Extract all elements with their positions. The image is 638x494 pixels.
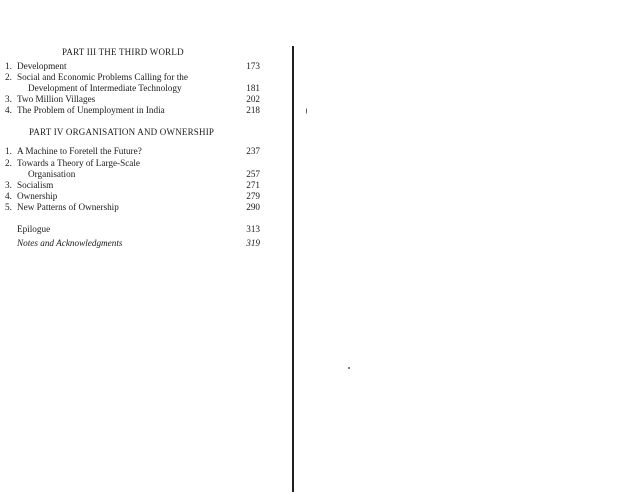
entry-page: 202 [246,94,260,104]
entry-page: 271 [246,180,260,190]
entry-number: 1. [5,61,12,71]
entry-page: 237 [246,146,260,156]
entry-page: 173 [246,61,260,71]
entry-title: Ownership [17,191,58,201]
entry-number: 4. [5,105,12,115]
entry-number: 1. [5,146,12,156]
entry-title: Two Million Villages [17,94,96,104]
entry-number: 5. [5,202,12,212]
scan-speck [348,367,350,369]
scan-speck [306,108,307,114]
entry-number: 3. [5,180,12,190]
entry-number: 4. [5,191,12,201]
entry-title: Notes and Acknowledgments [17,238,123,248]
entry-page: 218 [246,105,260,115]
entry-title: Socialism [17,180,54,190]
entry-page: 290 [246,202,260,212]
entry-page: 279 [246,191,260,201]
part-heading: PART III THE THIRD WORLD [62,47,184,57]
entry-title-continued: Organisation [28,169,76,179]
entry-page: 181 [246,83,260,93]
entry-title: A Machine to Foretell the Future? [17,146,142,156]
page-gutter-line [292,46,294,492]
part-heading: PART IV ORGANISATION AND OWNERSHIP [29,127,215,137]
toc-entry [0,158,280,180]
entry-number: 2. [5,158,12,168]
entry-number: 2. [5,72,12,82]
entry-title: The Problem of Unemployment in India [17,105,165,115]
entry-page: 257 [246,169,260,179]
entry-title: Social and Economic Problems Calling for the [17,72,188,82]
entry-number: 3. [5,94,12,104]
entry-title: Towards a Theory of Large-Scale [17,158,140,168]
entry-page: 319 [246,238,260,248]
entry-page: 313 [246,224,260,234]
entry-title: Development [17,61,67,71]
entry-title: New Patterns of Ownership [17,202,119,212]
toc-entry [0,72,280,94]
entry-title-continued: Development of Intermediate Technology [28,83,182,93]
entry-title: Epilogue [17,224,51,234]
